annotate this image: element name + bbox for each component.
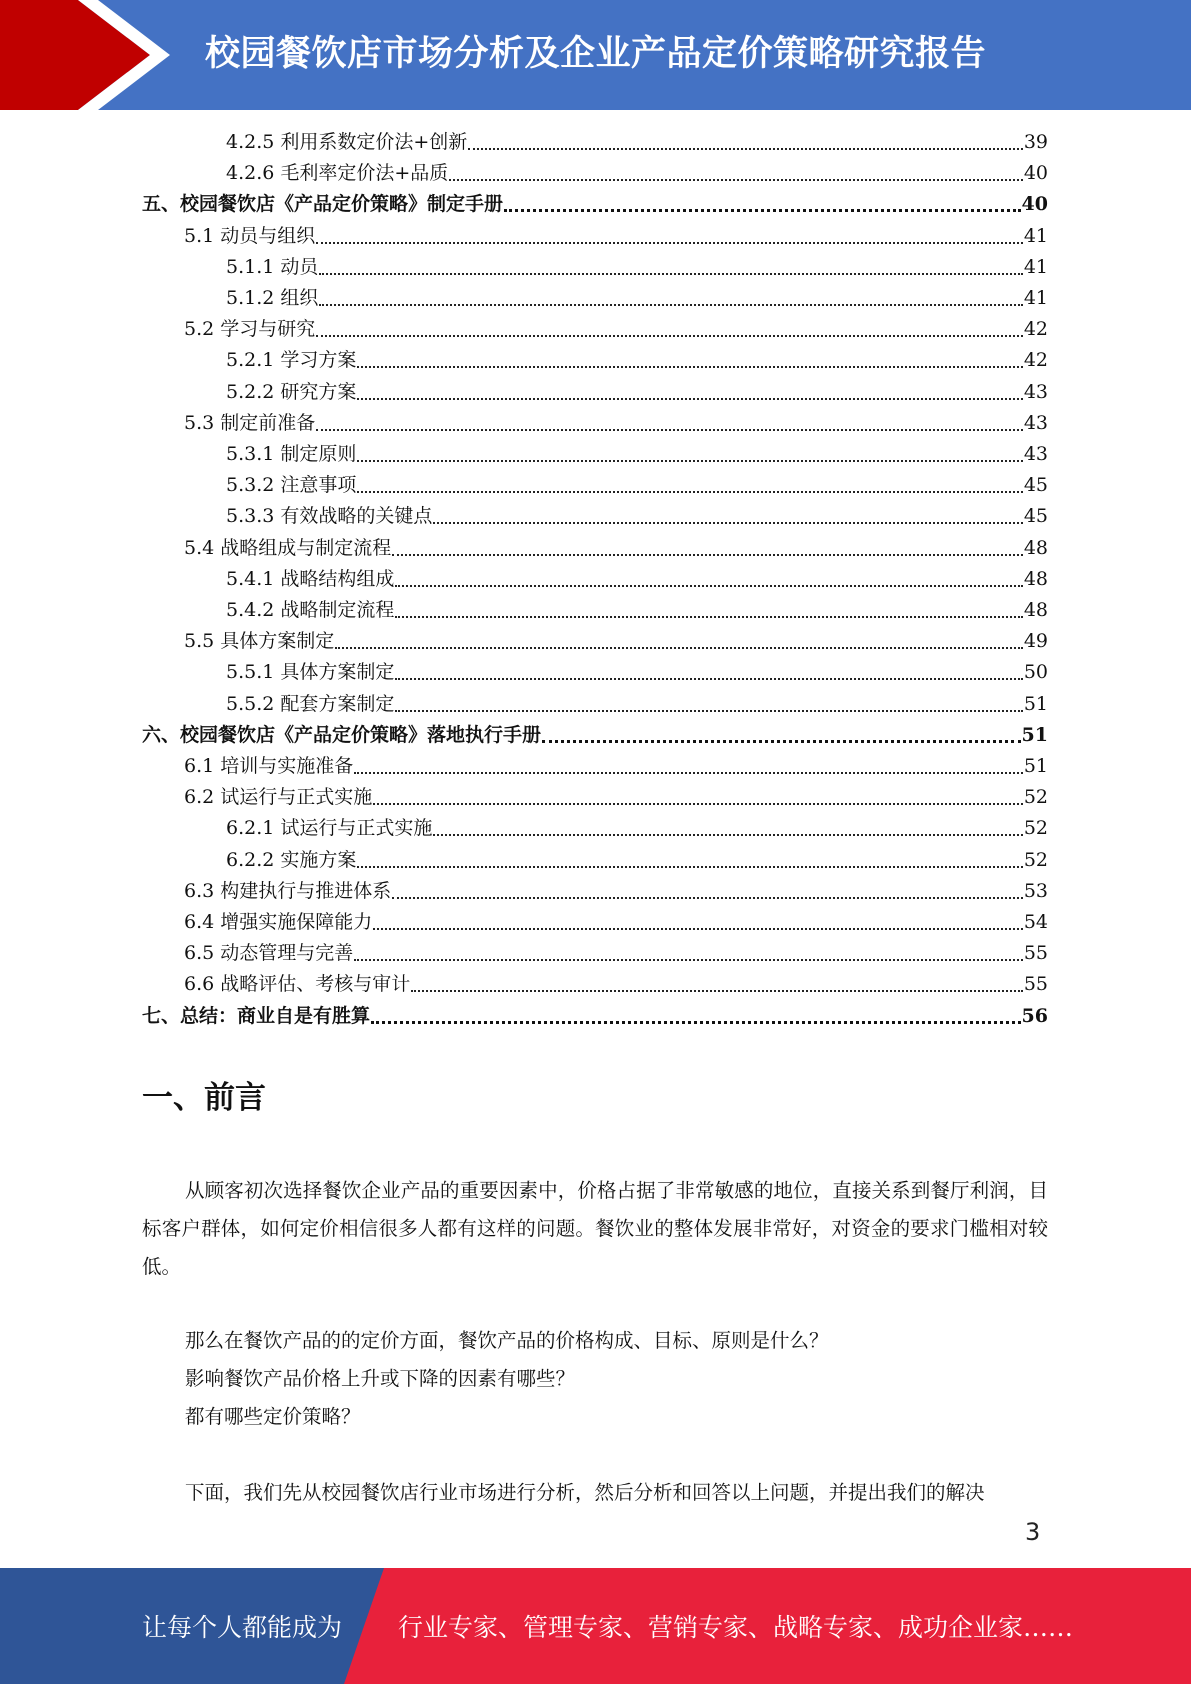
- footer-slogan-right: 行业专家、管理专家、营销专家、战略专家、成功企业家……: [398, 1613, 1074, 1642]
- toc-entry[interactable]: [184, 938, 1048, 969]
- toc-entry-title: 5.5 具体方案制定: [184, 630, 335, 653]
- toc-dot-leader: [542, 740, 1021, 743]
- toc-entry-title: 5.1 动员与组织: [184, 224, 316, 247]
- toc-entry-page: 41: [1023, 287, 1048, 309]
- toc-dot-leader: [371, 1021, 1021, 1024]
- toc-dot-leader: [392, 897, 1023, 899]
- toc-dot-leader: [319, 273, 1022, 275]
- toc-entry[interactable]: [184, 626, 1048, 657]
- toc-entry-page: 42: [1023, 349, 1048, 372]
- toc-entry-title: 6.1 培训与实施准备: [184, 755, 354, 777]
- toc-dot-leader: [392, 554, 1023, 556]
- toc-entry-title: 5.2.1 学习方案: [226, 349, 357, 372]
- question-line-1: 那么在餐饮产品的的定价方面，餐饮产品的价格构成、目标、原则是什么？: [185, 1329, 829, 1352]
- toc-entry-title: 6.4 增强实施保障能力: [184, 911, 373, 933]
- toc-entry[interactable]: [142, 720, 1048, 751]
- toc-entry-page: 51: [1023, 755, 1048, 777]
- toc-dot-leader: [395, 616, 1022, 618]
- toc-entry[interactable]: [226, 439, 1048, 470]
- toc-dot-leader: [504, 209, 1021, 212]
- closing-paragraph: 下面，我们先从校园餐饮店行业市场进行分析，然后分析和回答以上问题，并提出我们的解决: [185, 1481, 985, 1504]
- toc-entry-page: 43: [1023, 411, 1048, 434]
- toc-entry-page: 43: [1023, 443, 1048, 465]
- toc-entry-page: 52: [1023, 786, 1048, 809]
- toc-dot-leader: [354, 959, 1023, 961]
- toc-dot-leader: [319, 304, 1022, 306]
- toc-entry-title: 6.3 构建执行与推进体系: [184, 879, 392, 902]
- toc-dot-leader: [468, 148, 1023, 150]
- toc-entry[interactable]: [184, 751, 1048, 782]
- toc-entry-title: 五、校园餐饮店《产品定价策略》制定手册: [142, 193, 504, 216]
- toc-entry[interactable]: [226, 127, 1048, 158]
- toc-entry-title: 4.2.6 毛利率定价法+品质: [226, 162, 449, 185]
- toc-entry[interactable]: [226, 657, 1048, 688]
- toc-entry[interactable]: [184, 876, 1048, 907]
- toc-dot-leader: [357, 460, 1022, 462]
- toc-dot-leader: [373, 803, 1023, 805]
- toc-entry-page: 45: [1023, 474, 1048, 497]
- toc-entry-page: 49: [1023, 630, 1048, 653]
- toc-entry-page: 56: [1021, 1004, 1048, 1027]
- toc-entry-page: 48: [1023, 567, 1048, 590]
- toc-entry-page: 52: [1023, 817, 1048, 840]
- toc-entry-title: 5.4 战略组成与制定流程: [184, 536, 392, 559]
- toc-entry[interactable]: [226, 470, 1048, 501]
- toc-dot-leader: [357, 866, 1022, 868]
- section-heading: 一、前言: [142, 1080, 266, 1116]
- toc-entry-page: 41: [1023, 224, 1048, 247]
- toc-dot-leader: [354, 772, 1023, 774]
- toc-entry[interactable]: [226, 564, 1048, 595]
- toc-entry[interactable]: [226, 595, 1048, 626]
- toc-entry-page: 52: [1023, 848, 1048, 871]
- toc-dot-leader: [373, 928, 1023, 930]
- toc-dot-leader: [449, 179, 1023, 181]
- toc-entry-page: 39: [1023, 131, 1048, 153]
- toc-entry-title: 5.5.2 配套方案制定: [226, 692, 395, 715]
- toc-dot-leader: [357, 398, 1022, 400]
- page-header: [0, 0, 1191, 110]
- toc-entry-title: 5.2.2 研究方案: [226, 380, 357, 403]
- toc-entry-page: 51: [1021, 723, 1048, 746]
- toc-dot-leader: [316, 429, 1023, 431]
- toc-entry-page: 40: [1023, 162, 1048, 185]
- toc-dot-leader: [395, 585, 1022, 587]
- toc-entry-title: 5.3.3 有效战略的关键点: [226, 505, 433, 528]
- toc-entry-title: 5.4.1 战略结构组成: [226, 567, 395, 590]
- toc-dot-leader: [433, 522, 1022, 524]
- toc-entry[interactable]: [142, 189, 1048, 220]
- toc-entry[interactable]: [226, 377, 1048, 408]
- toc-entry-title: 6.2.1 试运行与正式实施: [226, 817, 433, 840]
- toc-entry[interactable]: [184, 969, 1048, 1000]
- toc-entry-page: 41: [1023, 255, 1048, 278]
- toc-entry-page: 54: [1023, 911, 1048, 933]
- toc-entry-title: 5.1.2 组织: [226, 287, 319, 309]
- toc-entry-title: 5.4.2 战略制定流程: [226, 599, 395, 621]
- toc-entry-page: 45: [1023, 505, 1048, 528]
- toc-entry-title: 5.3.1 制定原则: [226, 443, 357, 465]
- toc-entry[interactable]: [226, 345, 1048, 376]
- toc-entry-title: 6.2 试运行与正式实施: [184, 786, 373, 809]
- header-title: 校园餐饮店市场分析及企业产品定价策略研究报告: [205, 34, 987, 74]
- toc-entry-title: 4.2.5 利用系数定价法+创新: [226, 131, 468, 153]
- toc-entry[interactable]: [184, 314, 1048, 345]
- toc-entry-title: 5.5.1 具体方案制定: [226, 661, 395, 684]
- toc-dot-leader: [335, 647, 1023, 649]
- intro-paragraph: 从顾客初次选择餐饮企业产品的重要因素中，价格占据了非常敏感的地位，直接关系到餐厅利润，目标客户群体，如何定价相信很多人都有这样的问题。餐饮业的整体发展非常好，对资金的要求门槛相对较低。: [142, 1179, 1048, 1278]
- toc-entry[interactable]: [142, 1001, 1048, 1032]
- toc-entry[interactable]: [226, 689, 1048, 720]
- page-number: 3: [1025, 1518, 1041, 1546]
- toc-dot-leader: [316, 335, 1023, 337]
- toc-entry-page: 51: [1023, 692, 1048, 715]
- toc-entry-page: 48: [1023, 599, 1048, 621]
- toc-dot-leader: [395, 678, 1022, 680]
- toc-entry-title: 6.6 战略评估、考核与审计: [184, 973, 411, 996]
- toc-entry-page: 40: [1021, 193, 1048, 216]
- toc-entry-page: 55: [1023, 973, 1048, 996]
- toc-entry[interactable]: [184, 408, 1048, 439]
- toc-dot-leader: [433, 834, 1022, 836]
- toc-entry-title: 5.3.2 注意事项: [226, 474, 357, 497]
- toc-dot-leader: [395, 710, 1022, 712]
- toc-entry-title: 七、总结：商业自是有胜算: [142, 1004, 371, 1027]
- toc-entry[interactable]: [226, 813, 1048, 844]
- toc-entry-page: 43: [1023, 380, 1048, 403]
- toc-entry-page: 53: [1023, 879, 1048, 902]
- toc-entry[interactable]: [226, 501, 1048, 532]
- toc-dot-leader: [316, 242, 1023, 244]
- toc-entry[interactable]: [184, 782, 1048, 813]
- toc-entry[interactable]: [226, 845, 1048, 876]
- toc-entry-title: 5.1.1 动员: [226, 255, 319, 278]
- toc-entry[interactable]: [184, 221, 1048, 252]
- toc-entry[interactable]: [226, 158, 1048, 189]
- toc-entry-page: 50: [1023, 661, 1048, 684]
- footer-slogan-left: 让每个人都能成为: [142, 1613, 343, 1642]
- toc-entry-page: 42: [1023, 318, 1048, 341]
- question-line-2: 影响餐饮产品价格上升或下降的因素有哪些？: [185, 1367, 576, 1390]
- toc-entry-page: 48: [1023, 536, 1048, 559]
- toc-entry-title: 5.3 制定前准备: [184, 411, 316, 434]
- toc-entry-title: 6.5 动态管理与完善: [184, 942, 354, 965]
- toc-entry[interactable]: [184, 907, 1048, 938]
- page-footer: [0, 1568, 1191, 1684]
- toc-dot-leader: [357, 491, 1022, 493]
- toc-dot-leader: [411, 990, 1023, 992]
- toc-entry[interactable]: [226, 252, 1048, 283]
- toc-entry[interactable]: [226, 283, 1048, 314]
- toc-entry-title: 5.2 学习与研究: [184, 318, 316, 341]
- toc-dot-leader: [357, 366, 1022, 368]
- toc-entry-title: 6.2.2 实施方案: [226, 848, 357, 871]
- toc-entry[interactable]: [184, 533, 1048, 564]
- toc-entry-title: 六、校园餐饮店《产品定价策略》落地执行手册: [142, 723, 542, 746]
- question-line-3: 都有哪些定价策略？: [185, 1405, 361, 1428]
- toc-entry-page: 55: [1023, 942, 1048, 965]
